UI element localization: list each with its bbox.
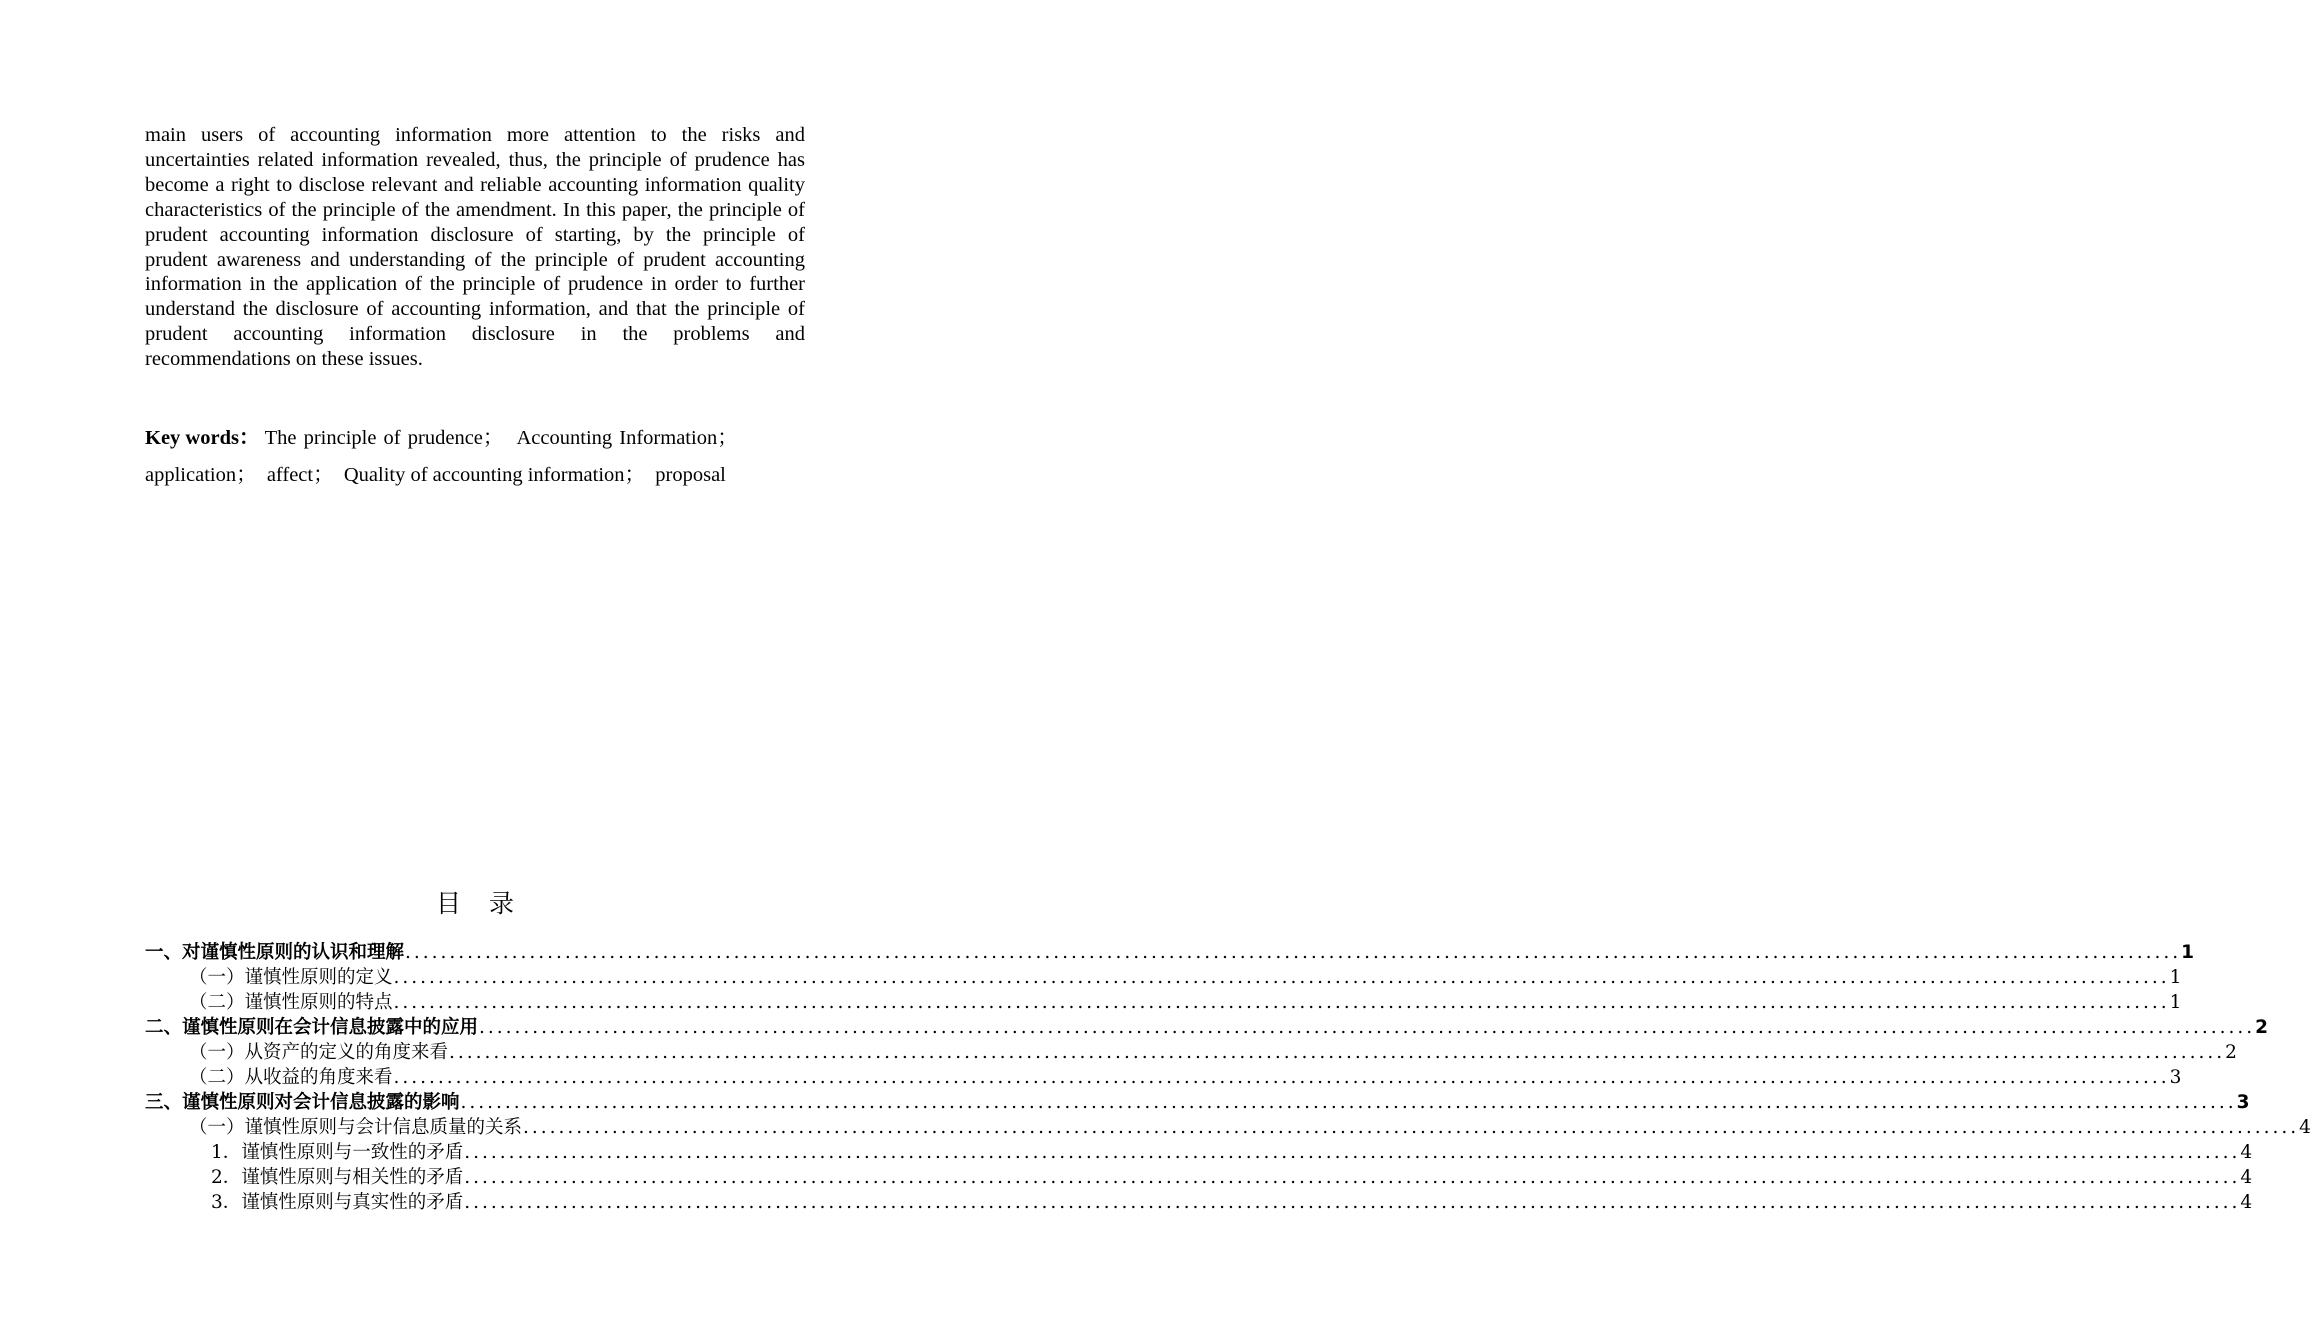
toc-entry-text: （一）谨慎性原则的定义 [189, 967, 393, 988]
toc-entry-text: 3．谨慎性原则与真实性的矛盾 [211, 1192, 464, 1213]
table-of-contents [145, 940, 2311, 1215]
toc-leader: ........................................................................................................................................................................................................ [464, 1192, 2241, 1213]
toc-leader: ........................................................................................................................................................................................................ [479, 1017, 2256, 1038]
toc-entry[interactable] [145, 1065, 2182, 1090]
toc-entry-text: 2．谨慎性原则与相关性的矛盾 [211, 1167, 464, 1188]
toc-entry-text: （一）从资产的定义的角度来看 [189, 1042, 449, 1063]
toc-entry-page: 1 [2181, 942, 2195, 963]
toc-entry-page: 2 [2225, 1042, 2237, 1063]
toc-leader: ........................................................................................................................................................................................................ [464, 1167, 2241, 1188]
toc-leader: ........................................................................................................................................................................................................ [405, 942, 2182, 963]
toc-entry-page: 4 [2240, 1167, 2253, 1188]
toc-entry-text: （二）谨慎性原则的特点 [189, 992, 393, 1013]
toc-entry-page: 4 [2240, 1192, 2253, 1213]
toc-entry[interactable] [145, 940, 2195, 965]
toc-entry-page: 3 [2169, 1067, 2182, 1088]
toc-entry[interactable] [145, 1165, 2253, 1190]
toc-leader: ........................................................................................................................................................................................................ [393, 967, 2170, 988]
toc-leader: ........................................................................................................................................................................................................ [523, 1117, 2300, 1138]
keywords-line-1 [145, 420, 810, 457]
toc-entry[interactable] [145, 1090, 2250, 1115]
toc-leader: ........................................................................................................................................................................................................ [393, 992, 2170, 1013]
toc-entry-page: 4 [2240, 1142, 2253, 1163]
toc-leader: ........................................................................................................................................................................................................ [460, 1092, 2237, 1113]
abstract-paragraph: main users of accounting information more attention to the risks and uncertainties related information revealed, thus, the principle of prudence has become a right to disclose relevant and reliable accounting information quality characteristics of the principle of the amendment. In this paper, the principle of prudent accounting information disclosure of starting, by the principle of prudent awareness and understanding of the principle of prudent accounting information in the application of the principle of prudence in order to further understand the disclosure of accounting information, and that the principle of prudent accounting information disclosure in the problems and recommendations on these issues. [145, 124, 805, 371]
toc-leader: ........................................................................................................................................................................................................ [449, 1042, 2226, 1063]
toc-entry-page: 1 [2169, 967, 2182, 988]
toc-entry-text: （二）从收益的角度来看 [189, 1067, 393, 1088]
toc-title: 目录 [435, 889, 542, 918]
toc-entry-text: （一）谨慎性原则与会计信息质量的关系 [189, 1117, 523, 1138]
toc-entry-page: 3 [2236, 1092, 2250, 1113]
keywords-text-1: The principle of prudence； Accounting Information； [264, 427, 738, 449]
toc-entry[interactable] [145, 1140, 2253, 1165]
toc-entry-page: 2 [2255, 1017, 2269, 1038]
keywords-text-2: application； affect； Quality of accounting information； proposal [145, 464, 726, 486]
toc-entry[interactable] [145, 1040, 2237, 1065]
toc-entry-text: 一、对谨慎性原则的认识和理解 [145, 942, 405, 963]
toc-entry[interactable] [145, 965, 2182, 990]
toc-entry-page: 4 [2299, 1117, 2311, 1138]
toc-entry-page: 1 [2169, 992, 2182, 1013]
toc-entry-text: 二、谨慎性原则在会计信息披露中的应用 [145, 1017, 479, 1038]
toc-entry[interactable] [145, 1115, 2311, 1140]
toc-entry[interactable] [145, 990, 2182, 1015]
keywords-line-2 [145, 457, 810, 494]
toc-leader: ........................................................................................................................................................................................................ [464, 1142, 2241, 1163]
keywords-block [145, 420, 810, 494]
toc-entry[interactable] [145, 1190, 2253, 1215]
keywords-label: Key words： [145, 427, 260, 449]
toc-leader: ........................................................................................................................................................................................................ [393, 1067, 2170, 1088]
toc-entry[interactable] [145, 1015, 2269, 1040]
toc-entry-text: 1．谨慎性原则与一致性的矛盾 [211, 1142, 464, 1163]
toc-entry-text: 三、谨慎性原则对会计信息披露的影响 [145, 1092, 460, 1113]
